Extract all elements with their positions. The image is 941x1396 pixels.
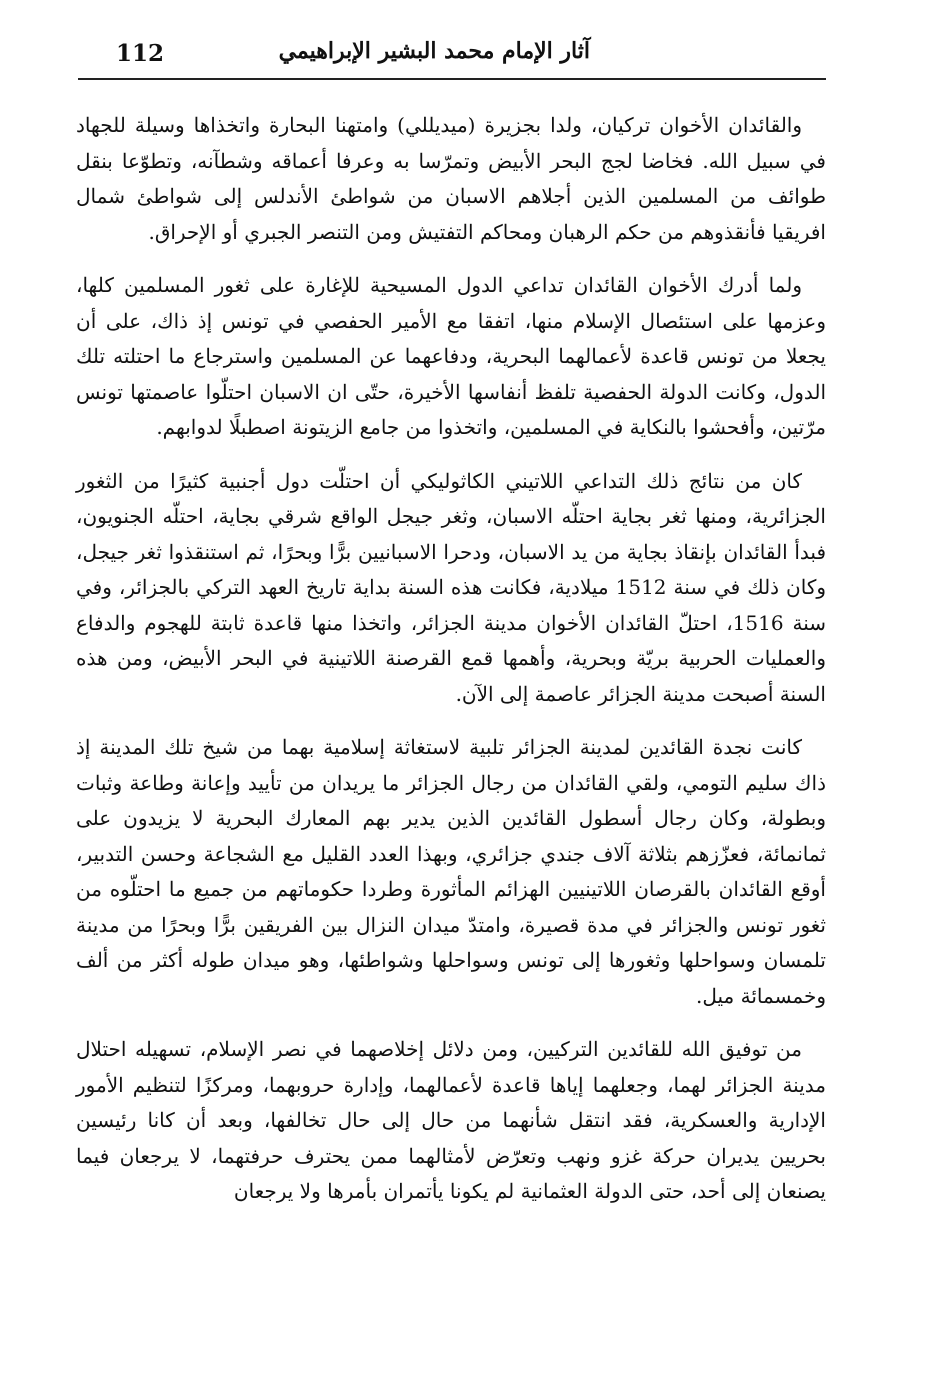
paragraph-3: كان من نتائج ذلك التداعي اللاتيني الكاثوليكي أن احتلّت دول أجنبية كثيرًا من الثغور الجزائرية، ومنها ثغر بجاية احتلّه الاسبان، وثغر جيجل الواقع شرقي بجاية، احتلّه الجنويون، فبدأ القائدان بإنقاذ بجاية من يد الاسبان، ودحرا الاسبانيين برًّا وبحرًا، ثم استنقذوا ثغر جيجل، وكان ذلك في سنة 1512 ميلادية، فكانت هذه السنة بداية تاريخ العهد التركي بالجزائر، وفي سنة 1516، احتلّ القائدان الأخوان مدينة الجزائر، واتخذا منها قاعدة ثابتة للهجوم والدفاع والعمليات الحربية بريّة وبحرية، وأهمها قمع القرصنة اللاتينية في البحر الأبيض، ومن هذه السنة أصبحت مدينة الجزائر عاصمة إلى الآن.: [76, 468, 827, 706]
paragraph-2: ولما أدرك الأخوان القائدان تداعي الدول المسيحية للإغارة على ثغور المسلمين كلها، وعزمها على استئصال الإسلام منها، اتفقا مع الأمير الحفصي في تونس إذ ذاك، على أن يجعلا من تونس قاعدة لأعمالهما البحرية، ودفاعهما عن المسلمين واسترجاع ما احتلته تلك الدول، وكانت الدولة الحفصية تلفظ أنفاسها الأخيرة، حتّى ان الاسبان احتلّوا عاصمتها تونس مرّتين، وأفحشوا بالنكاية في المسلمين، واتخذوا من جامع الزيتونة اصطبلًا لدوابهم.: [76, 273, 826, 439]
paragraph-5: من توفيق الله للقائدين التركيين، ومن دلائل إخلاصهما في نصر الإسلام، تسهيله احتلال مدينة الجزائر لهما، وجعلهما إياها قاعدة لأعمالهما، وإدارة حروبهما، ومركزًا لتنظيم الأمور الإدارية والعسكرية، فقد انتقل شأنهما من حال إلى حال تخالفها، وبعد أن كانا رئيسين بحريين يديران حركة غزو ونهب وتعرّض لأمثالهما ممن يحترف حرفتهما، لا يرجعان فيما يصنعان إلى أحد، حتى الدولة العثمانية لم يكونا يأتمران بأمرها ولا يرجعان: [76, 1037, 826, 1203]
header-divider: [78, 78, 826, 80]
running-header: [78, 38, 826, 78]
running-header-title: آثار الإمام محمد البشير الإبراهيمي: [278, 38, 590, 64]
body-text: [76, 108, 826, 1228]
paragraph-1: والقائدان الأخوان تركيان، ولدا بجزيرة (ميديللي) وامتهنا البحارة واتخذاها وسيلة للجهاد في سبيل الله. فخاضا لجج البحر الأبيض وتمرّسا به وعرفا أعماقه وشطآنه، وتطوّعا بنقل طوائف من المسلمين الذين أجلاهم الاسبان من شواطئ الأندلس إلى شواطئ شمال افريقيا فأنقذوهم من حكم الرهبان ومحاكم التفتيش ومن التنصر الجبري أو الإحراق.: [76, 113, 827, 244]
paragraph-4: كانت نجدة القائدين لمدينة الجزائر تلبية لاستغاثة إسلامية بهما من شيخ تلك المدينة إذ ذاك سليم التومي، ولقي القائدان من رجال الجزائر ما يريدان من تأييد وإعانة وطاعة وثبات وبطولة، وكان رجال أسطول القائدين الذين يدير بهم المعارك البحرية لا يزيدون على ثمانمائة، فعزّزهم بثلاثة آلاف جندي جزائري، وبهذا العدد القليل مع الشجاعة وحسن التدبير، أوقع القائدان بالقرصان اللاتينيين الهزائم المأثورة وطردا حكوماتهم من جميع ما احتلّوه من ثغور تونس والجزائر في مدة قصيرة، وامتدّ ميدان النزال بين الفريقين برًّا وبحرًا من مدينة تلمسان وسواحلها وثغورها إلى تونس وسواحلها وشواطئها، وهو ميدان طوله أكثر من ألف وخمسمائة ميل.: [76, 735, 826, 1008]
page-number: 112: [116, 40, 165, 67]
